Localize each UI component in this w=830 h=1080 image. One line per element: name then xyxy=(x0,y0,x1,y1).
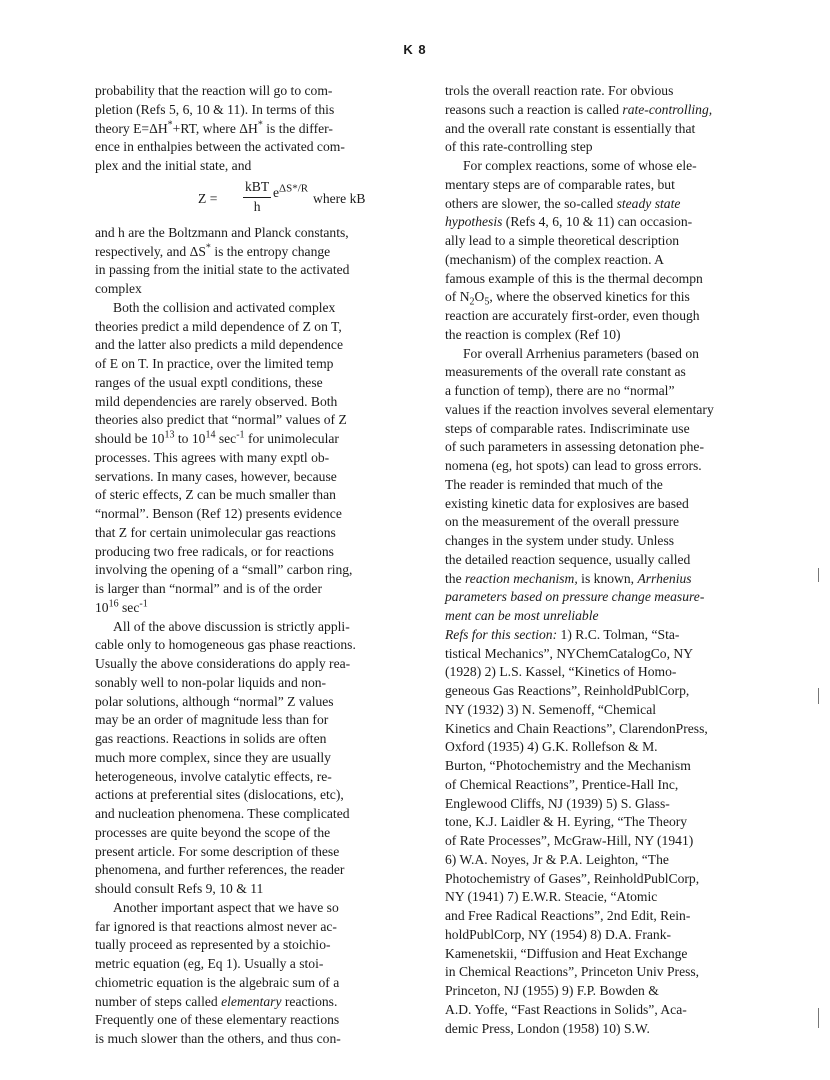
left-column xyxy=(95,82,387,1049)
text-line: should be $10^{13}$ to $10^{14}$ $\sec^{-1}$ for unimolecular xyxy=(95,429,339,446)
text-line: Burton, “Photochemistry and the Mechanism xyxy=(445,758,691,773)
text-line: “normal”. Benson (Ref 12) presents evidence xyxy=(95,506,342,521)
text-line: respectively, and ΔS* is the entropy change xyxy=(95,241,331,259)
text-line: measurements of the overall rate constant as xyxy=(445,364,686,380)
text-line: 6) W.A. Noyes, Jr & P.A. Leighton, “The xyxy=(445,851,669,867)
text-line: hypothesis (Refs 4, 6, 10 & 11) can occasion- xyxy=(445,214,693,230)
text-line: actions at preferential sites (dislocations, etc), xyxy=(95,787,344,803)
text-line: tistical Mechanics”, NYChemCatalogCo, NY xyxy=(445,645,694,661)
right-column xyxy=(445,82,745,1038)
text-line: on the measurement of the overall pressure xyxy=(445,514,680,530)
text-line: steps of comparable rates. Indiscriminate use xyxy=(445,420,690,436)
text-line: heterogeneous, involve catalytic effects, re- xyxy=(95,768,332,784)
text-line: mentary steps are of comparable rates, but xyxy=(445,176,675,192)
text-line: Princeton, NJ (1955) 9) F.P. Bowden & xyxy=(445,983,659,998)
text-line: of steric effects, Z can be much smaller than xyxy=(95,487,336,503)
text-line: should consult Refs 9, 10 & 11 xyxy=(95,881,264,896)
text-line: $10^{16}$ $\sec^{-1}$ xyxy=(95,598,148,615)
text-line: demic Press, London (1958) 10) S.W. xyxy=(445,1020,650,1036)
text-line: others are slower, the so-called steady state xyxy=(445,195,681,211)
text-line: holdPublCorp, NY (1954) 8) D.A. Frank- xyxy=(445,926,672,942)
text-line: Usually the above considerations do apply rea- xyxy=(95,656,351,671)
text-line: of $N_2O_5$, where the observed kinetics for this xyxy=(445,289,690,308)
text-line: and nucleation phenomena. These complicated xyxy=(95,806,350,821)
text-line: reaction are accurately first-order, even though xyxy=(445,308,700,323)
text-line: Kamenetskii, “Diffusion and Heat Exchange xyxy=(445,945,688,961)
text-line: (mechanism) of the complex reaction. A xyxy=(445,251,664,267)
text-line: For complex reactions, some of whose ele- xyxy=(463,158,697,173)
text-line: Frequently one of these elementary reactions xyxy=(95,1012,340,1028)
text-line: For overall Arrhenius parameters (based on xyxy=(463,345,699,361)
text-line: Refs for this section: 1) R.C. Tolman, “Sta- xyxy=(445,626,680,642)
page-header: K 8 xyxy=(403,42,427,57)
text-line: processes. This agrees with many exptl ob- xyxy=(95,449,330,465)
text-line: parameters based on pressure change measure- xyxy=(445,589,705,605)
text-line: the detailed reaction sequence, usually called xyxy=(445,551,691,567)
text-line: ence in enthalpies between the activated com- xyxy=(95,139,345,155)
text-line: trols the overall reaction rate. For obvious xyxy=(445,83,674,98)
text-line: values if the reaction involves several elementary xyxy=(445,401,714,417)
text-line: the reaction mechanism, is known, Arrhenius xyxy=(445,570,692,586)
text-line: theory E=ΔH*+RT, where ΔH* is the differ- xyxy=(95,118,333,136)
text-line: plex and the initial state, and xyxy=(95,158,252,173)
text-line: processes are quite beyond the scope of the xyxy=(95,824,331,840)
scan-mark xyxy=(818,688,819,704)
text-line: complex xyxy=(95,281,142,296)
text-line: much more complex, since they are usually xyxy=(95,749,331,765)
equation-z xyxy=(95,176,387,224)
text-line: sonably well to non-polar liquids and non- xyxy=(95,674,327,690)
text-line: changes in the system under study. Unless xyxy=(445,533,675,548)
text-line: ment can be most unreliable xyxy=(445,608,599,623)
text-line: in Chemical Reactions”, Princeton Univ Press, xyxy=(445,964,700,980)
text-line: of Rate Processes”, McGraw-Hill, NY (1941) xyxy=(445,833,694,848)
text-line: far ignored is that reactions almost never ac- xyxy=(95,918,337,934)
text-line: ranges of the usual exptl conditions, these xyxy=(95,374,323,390)
text-line: Englewood Cliffs, NJ (1939) 5) S. Glass- xyxy=(445,795,670,811)
equation-where: where kB xyxy=(313,190,366,206)
text-line: probability that the reaction will go to com- xyxy=(95,83,333,98)
text-line: geneous Gas Reactions”, ReinholdPublCorp, xyxy=(445,683,690,698)
text-line: of this rate-controlling step xyxy=(445,139,593,155)
equation-fraction xyxy=(243,178,271,217)
text-line: All of the above discussion is strictly appli- xyxy=(113,618,350,634)
equation-numerator: kBT xyxy=(243,178,271,198)
text-line: a function of temp), there are no “normal” xyxy=(445,383,675,398)
text-line: and Free Radical Reactions”, 2nd Edit, Rein- xyxy=(445,908,691,923)
text-line: cable only to homogeneous gas phase reactions. xyxy=(95,637,356,653)
text-line: (1928) 2) L.S. Kassel, “Kinetics of Homo- xyxy=(445,664,677,680)
text-line: pletion (Refs 5, 6, 10 & 11). In terms of this xyxy=(95,101,335,117)
text-line: NY (1941) 7) E.W.R. Steacie, “Atomic xyxy=(445,889,658,905)
text-line: tone, K.J. Laidler & H. Eyring, “The Theory xyxy=(445,814,688,830)
text-line: theories also predict that “normal” values of Z xyxy=(95,412,347,428)
text-line: reasons such a reaction is called rate-controlling, xyxy=(445,101,713,117)
text-line: of Chemical Reactions”, Prentice-Hall Inc, xyxy=(445,776,679,792)
text-line: theories predict a mild dependence of Z on T, xyxy=(95,318,342,334)
text-line: producing two free radicals, or for reactions xyxy=(95,543,334,559)
text-line: gas reactions. Reactions in solids are often xyxy=(95,731,327,746)
text-line: and h are the Boltzmann and Planck constants, xyxy=(95,224,349,240)
text-line: is larger than “normal” and is of the order xyxy=(95,581,322,596)
text-line: Kinetics and Chain Reactions”, ClarendonPress, xyxy=(445,720,708,736)
equation-exponential: $e^{\Delta S*/R}$ xyxy=(273,182,309,200)
text-line: famous example of this is the thermal decompn xyxy=(445,270,703,286)
text-line: existing kinetic data for explosives are based xyxy=(445,495,689,511)
text-line: A.D. Yoffe, “Fast Reactions in Solids”, Aca- xyxy=(445,1001,687,1017)
equation-lhs: Z = xyxy=(198,190,218,206)
text-line: in passing from the initial state to the activated xyxy=(95,262,350,278)
text-line: Another important aspect that we have so xyxy=(113,899,339,915)
text-line: ally lead to a simple theoretical description xyxy=(445,233,680,248)
text-line: involving the opening of a “small” carbon ring, xyxy=(95,562,353,578)
scan-mark xyxy=(818,1008,819,1028)
text-line: may be an order of magnitude less than for xyxy=(95,712,329,728)
text-line: of E on T. In practice, over the limited temp xyxy=(95,356,334,371)
text-line: tually proceed as represented by a stoichio- xyxy=(95,937,331,953)
text-line: the reaction is complex (Ref 10) xyxy=(445,326,621,342)
text-line: of such parameters in assessing detonation phe- xyxy=(445,439,704,455)
text-line: nomena (eg, hot spots) can lead to gross errors. xyxy=(445,458,702,473)
text-line: The reader is reminded that much of the xyxy=(445,476,663,492)
equation-denominator: h xyxy=(253,198,261,214)
text-line: NY (1932) 3) N. Semenoff, “Chemical xyxy=(445,701,657,717)
text-line: chiometric equation is the algebraic sum of a xyxy=(95,974,340,990)
text-line: and the overall rate constant is essentially that xyxy=(445,120,696,136)
text-line: Oxford (1935) 4) G.K. Rollefson & M. xyxy=(445,739,658,755)
text-line: that Z for certain unimolecular gas reactions xyxy=(95,524,336,540)
text-line: phenomena, and further references, the reader xyxy=(95,862,345,878)
text-line: is much slower than the others, and thus con- xyxy=(95,1031,341,1046)
text-line: Photochemistry of Gases”, ReinholdPublCorp, xyxy=(445,870,700,886)
text-line: servations. In many cases, however, because xyxy=(95,468,337,484)
text-line: present article. For some description of these xyxy=(95,843,340,859)
text-line: number of steps called elementary reactions. xyxy=(95,993,338,1009)
text-line: mild dependencies are rarely observed. Both xyxy=(95,393,338,409)
text-line: Both the collision and activated complex xyxy=(113,299,336,315)
text-line: metric equation (eg, Eq 1). Usually a stoi- xyxy=(95,956,324,971)
text-line: and the latter also predicts a mild dependence xyxy=(95,337,343,353)
scan-mark xyxy=(818,568,819,582)
text-line: polar solutions, although “normal” Z values xyxy=(95,693,334,709)
